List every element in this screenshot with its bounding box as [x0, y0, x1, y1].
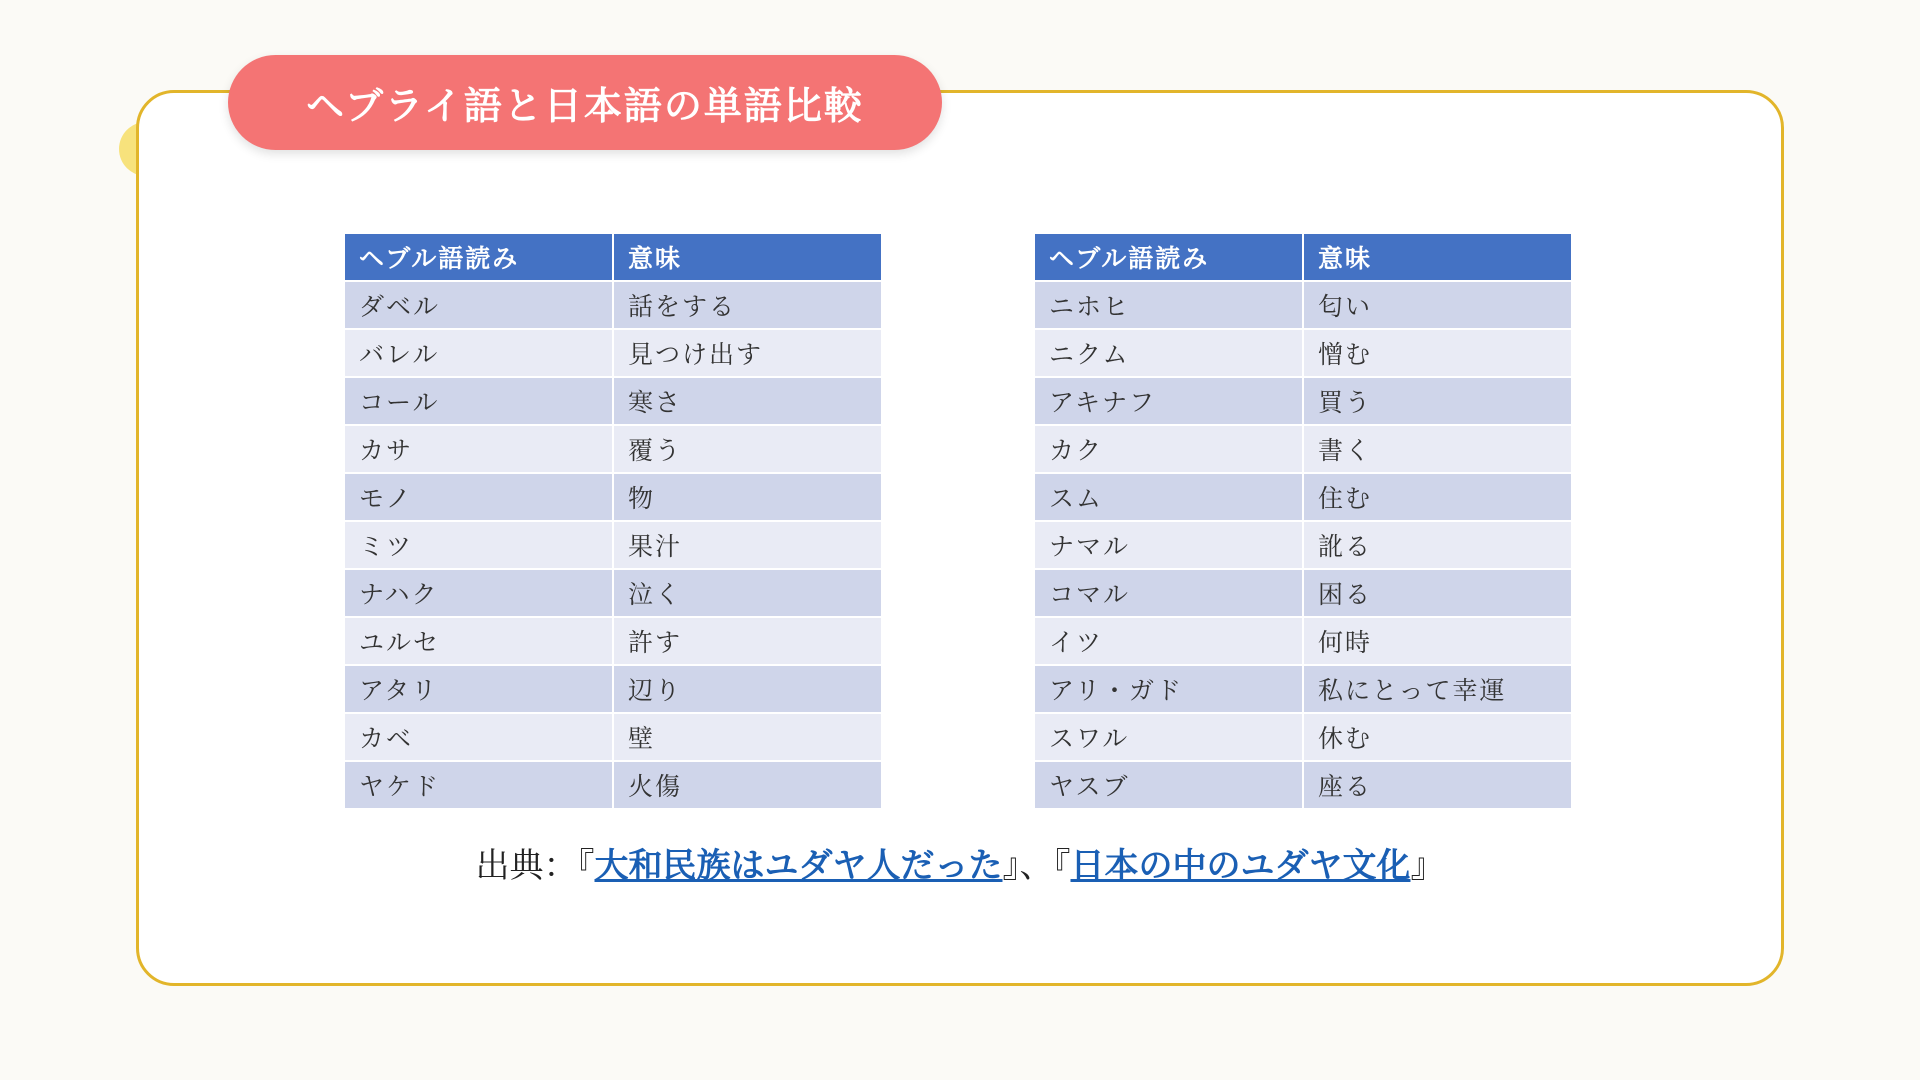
cell-meaning: 物	[613, 473, 882, 521]
cell-meaning: 買う	[1303, 377, 1572, 425]
cell-hebrew-reading: カベ	[344, 713, 613, 761]
cell-meaning: 何時	[1303, 617, 1572, 665]
source-prefix: 出典：『	[475, 846, 595, 886]
table-header-row	[344, 233, 882, 281]
cell-hebrew-reading: カク	[1034, 425, 1303, 473]
cell-meaning: 休む	[1303, 713, 1572, 761]
source-citation	[0, 838, 1920, 887]
cell-hebrew-reading: ヤケド	[344, 761, 613, 809]
table-row	[1034, 329, 1572, 377]
cell-meaning: 困る	[1303, 569, 1572, 617]
word-table-left	[343, 232, 883, 810]
cell-hebrew-reading: アキナフ	[1034, 377, 1303, 425]
source-separator: 』、『	[1002, 846, 1071, 886]
table-row	[1034, 665, 1572, 713]
cell-hebrew-reading: カサ	[344, 425, 613, 473]
source-link-1[interactable]: 大和民族はユダヤ人だった	[594, 846, 1003, 886]
cell-hebrew-reading: モノ	[344, 473, 613, 521]
cell-meaning: 話をする	[613, 281, 882, 329]
table-row	[344, 473, 882, 521]
cell-meaning: 泣く	[613, 569, 882, 617]
title-banner	[228, 55, 942, 150]
cell-hebrew-reading: スム	[1034, 473, 1303, 521]
table-row	[1034, 761, 1572, 809]
cell-hebrew-reading: アタリ	[344, 665, 613, 713]
cell-meaning: 辺り	[613, 665, 882, 713]
cell-meaning: 私にとって幸運	[1303, 665, 1572, 713]
table-header-row	[1034, 233, 1572, 281]
cell-hebrew-reading: ユルセ	[344, 617, 613, 665]
source-link-2[interactable]: 日本の中のユダヤ文化	[1070, 846, 1411, 886]
table-row	[1034, 569, 1572, 617]
cell-meaning: 見つけ出す	[613, 329, 882, 377]
cell-meaning: 火傷	[613, 761, 882, 809]
cell-meaning: 果汁	[613, 521, 882, 569]
cell-hebrew-reading: コマル	[1034, 569, 1303, 617]
page-title: ヘブライ語と日本語の単語比較	[306, 84, 864, 128]
table-row	[344, 713, 882, 761]
cell-hebrew-reading: ダベル	[344, 281, 613, 329]
header-meaning: 意味	[1303, 233, 1572, 281]
cell-meaning: 壁	[613, 713, 882, 761]
header-hebrew-reading: ヘブル語読み	[344, 233, 613, 281]
cell-meaning: 寒さ	[613, 377, 882, 425]
cell-hebrew-reading: ナハク	[344, 569, 613, 617]
table-row	[1034, 713, 1572, 761]
cell-meaning: 許す	[613, 617, 882, 665]
table-row	[344, 761, 882, 809]
table-row	[1034, 473, 1572, 521]
table-row	[344, 281, 882, 329]
table-row	[344, 377, 882, 425]
table-row	[1034, 425, 1572, 473]
cell-meaning: 住む	[1303, 473, 1572, 521]
cell-hebrew-reading: アリ・ガド	[1034, 665, 1303, 713]
table-row	[1034, 281, 1572, 329]
cell-hebrew-reading: スワル	[1034, 713, 1303, 761]
header-hebrew-reading: ヘブル語読み	[1034, 233, 1303, 281]
cell-hebrew-reading: ニクム	[1034, 329, 1303, 377]
cell-hebrew-reading: イツ	[1034, 617, 1303, 665]
table-row	[344, 569, 882, 617]
table-row	[344, 425, 882, 473]
table-row	[1034, 617, 1572, 665]
table-row	[344, 521, 882, 569]
cell-hebrew-reading: コール	[344, 377, 613, 425]
table-row	[1034, 377, 1572, 425]
cell-hebrew-reading: ナマル	[1034, 521, 1303, 569]
cell-meaning: 座る	[1303, 761, 1572, 809]
word-table-right	[1033, 232, 1573, 810]
cell-meaning: 匂い	[1303, 281, 1572, 329]
cell-hebrew-reading: ミツ	[344, 521, 613, 569]
cell-meaning: 訛る	[1303, 521, 1572, 569]
table-row	[1034, 521, 1572, 569]
table-row	[344, 665, 882, 713]
cell-meaning: 憎む	[1303, 329, 1572, 377]
cell-hebrew-reading: ヤスブ	[1034, 761, 1303, 809]
cell-meaning: 書く	[1303, 425, 1572, 473]
header-meaning: 意味	[613, 233, 882, 281]
table-row	[344, 329, 882, 377]
cell-meaning: 覆う	[613, 425, 882, 473]
cell-hebrew-reading: ニホヒ	[1034, 281, 1303, 329]
table-row	[344, 617, 882, 665]
source-suffix: 』	[1410, 846, 1445, 886]
cell-hebrew-reading: バレル	[344, 329, 613, 377]
